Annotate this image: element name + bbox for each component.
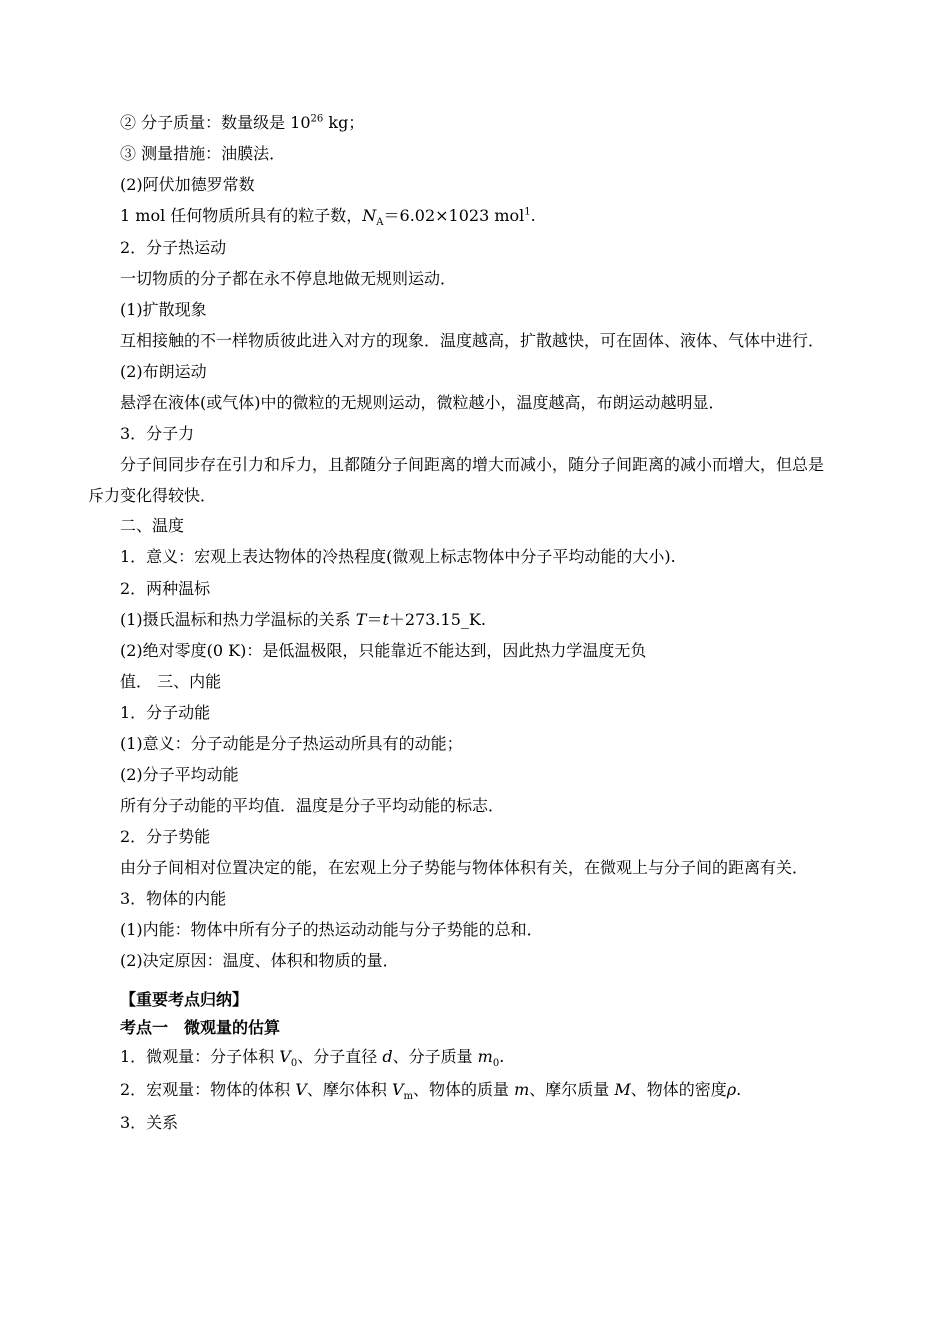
text: (1)内能：物体中所有分子的热运动动能与分子势能的总和． [120, 920, 543, 939]
text: 一切物质的分子都在永不停息地做无规则运动． [120, 269, 457, 288]
text: 、物体的密度 [630, 1080, 727, 1099]
text-line [120, 610, 486, 630]
text-line [120, 424, 194, 444]
text: 、分子质量 [392, 1047, 478, 1066]
text: 3．关系 [120, 1113, 179, 1132]
subscript: m [403, 1091, 413, 1103]
italic-symbol: V [295, 1080, 307, 1099]
italic-symbol: ρ [726, 1080, 737, 1099]
text-line [120, 1080, 742, 1103]
text: ③ 测量措施：油膜法． [120, 144, 286, 163]
text-line [120, 113, 364, 133]
text-line [120, 269, 456, 289]
text-line [120, 765, 239, 785]
text: (1)摄氏温标和热力学温标的关系 [120, 610, 356, 629]
text: kg； [323, 113, 365, 132]
text-line [120, 206, 536, 229]
text: 考点一 微观量的估算 [120, 1018, 281, 1037]
text: 二、温度 [120, 516, 185, 535]
text: 、摩尔质量 [529, 1080, 615, 1099]
text-line [120, 703, 210, 723]
text: 1．微观量：分子体积 [120, 1047, 280, 1066]
text-line [120, 889, 226, 909]
text-line [120, 579, 210, 599]
text-line [120, 672, 221, 692]
subscript: 0 [290, 1058, 298, 1070]
text: 3．分子力 [120, 424, 195, 443]
text: ＋273.15_K. [388, 610, 486, 629]
text-line [120, 920, 543, 940]
text: 1．分子动能 [120, 703, 211, 722]
text: (2)决定原因：温度、体积和物质的量． [120, 951, 399, 970]
text: 互相接触的不一样物质彼此进入对方的现象．温度越高，扩散越快，可在固体、液体、气体中进行． [120, 331, 825, 350]
text: 2．分子势能 [120, 827, 211, 846]
text-line [120, 238, 226, 258]
text: 、摩尔体积 [306, 1080, 392, 1099]
text-line [120, 796, 504, 816]
text: ＝ [366, 610, 383, 629]
text-line [120, 951, 399, 971]
text-line [120, 455, 824, 475]
text: 由分子间相对位置决定的能，在宏观上分子势能与物体体积有关，在微观上与分子间的距离有关． [120, 858, 809, 877]
text: (1)意义：分子动能是分子热运动所具有的动能； [120, 734, 463, 753]
text: 2．分子热运动 [120, 238, 227, 257]
text-line [88, 486, 216, 506]
text: 悬浮在液体(或气体)中的微粒的无规则运动，微粒越小，温度越高，布朗运动越明显． [120, 393, 725, 412]
text: 、物体的质量 [412, 1080, 515, 1099]
text: 2．宏观量：物体的体积 [120, 1080, 296, 1099]
italic-symbol: m [514, 1080, 530, 1099]
text: (1)扩散现象 [120, 300, 207, 319]
subscript: A [376, 217, 384, 229]
text: 分子间同步存在引力和斥力，且都随分子间距离的增大而减小，随分子间距离的减小而增大，但总是 [120, 455, 825, 474]
key-points-heading [120, 990, 248, 1010]
italic-symbol: N [362, 206, 377, 225]
text: ＝6.02×1023 mol [383, 206, 525, 225]
superscript: 1 [524, 206, 531, 218]
subscript: 0 [492, 1058, 500, 1070]
text: (2)分子平均动能 [120, 765, 239, 784]
text-line [120, 144, 285, 164]
superscript: 26 [310, 113, 324, 125]
italic-symbol: d [382, 1047, 393, 1066]
text-line [120, 175, 255, 195]
italic-symbol: M [614, 1080, 631, 1099]
text: 、分子直径 [297, 1047, 383, 1066]
italic-symbol: V [279, 1047, 291, 1066]
text: 2．两种温标 [120, 579, 211, 598]
text-line [120, 300, 207, 320]
text-line [120, 393, 725, 413]
text: ② 分子质量：数量级是 10 [120, 113, 311, 132]
text: . [530, 206, 536, 225]
text: 所有分子动能的平均值．温度是分子平均动能的标志． [120, 796, 505, 815]
text-line [120, 1113, 178, 1133]
text-line [120, 362, 207, 382]
topic-heading [120, 1018, 280, 1038]
text-line [120, 1047, 505, 1070]
text: 斥力变化得较快． [88, 486, 217, 505]
text: 【重要考点归纳】 [120, 990, 249, 1009]
italic-symbol: t [382, 610, 389, 629]
text-line [120, 331, 824, 351]
text-line [120, 641, 646, 661]
text-line [120, 827, 210, 847]
text: (2)绝对零度(0 K)：是低温极限，只能靠近不能达到，因此热力学温度无负 [120, 641, 647, 660]
text: 值． 三、内能 [120, 672, 222, 691]
text-line [120, 547, 676, 567]
italic-symbol: T [355, 610, 367, 629]
text-line [120, 858, 808, 878]
italic-symbol: m [477, 1047, 493, 1066]
text: 1．意义：宏观上表达物体的冷热程度(微观上标志物体中分子平均动能的大小). [120, 547, 676, 566]
text: (2)布朗运动 [120, 362, 207, 381]
italic-symbol: V [391, 1080, 404, 1099]
text: 3．物体的内能 [120, 889, 227, 908]
text: (2)阿伏加德罗常数 [120, 175, 255, 194]
text-line [120, 734, 463, 754]
text: . [736, 1080, 742, 1099]
section-heading [120, 516, 184, 536]
text: . [499, 1047, 505, 1066]
text: 1 mol 任何物质所具有的粒子数， [120, 206, 363, 225]
